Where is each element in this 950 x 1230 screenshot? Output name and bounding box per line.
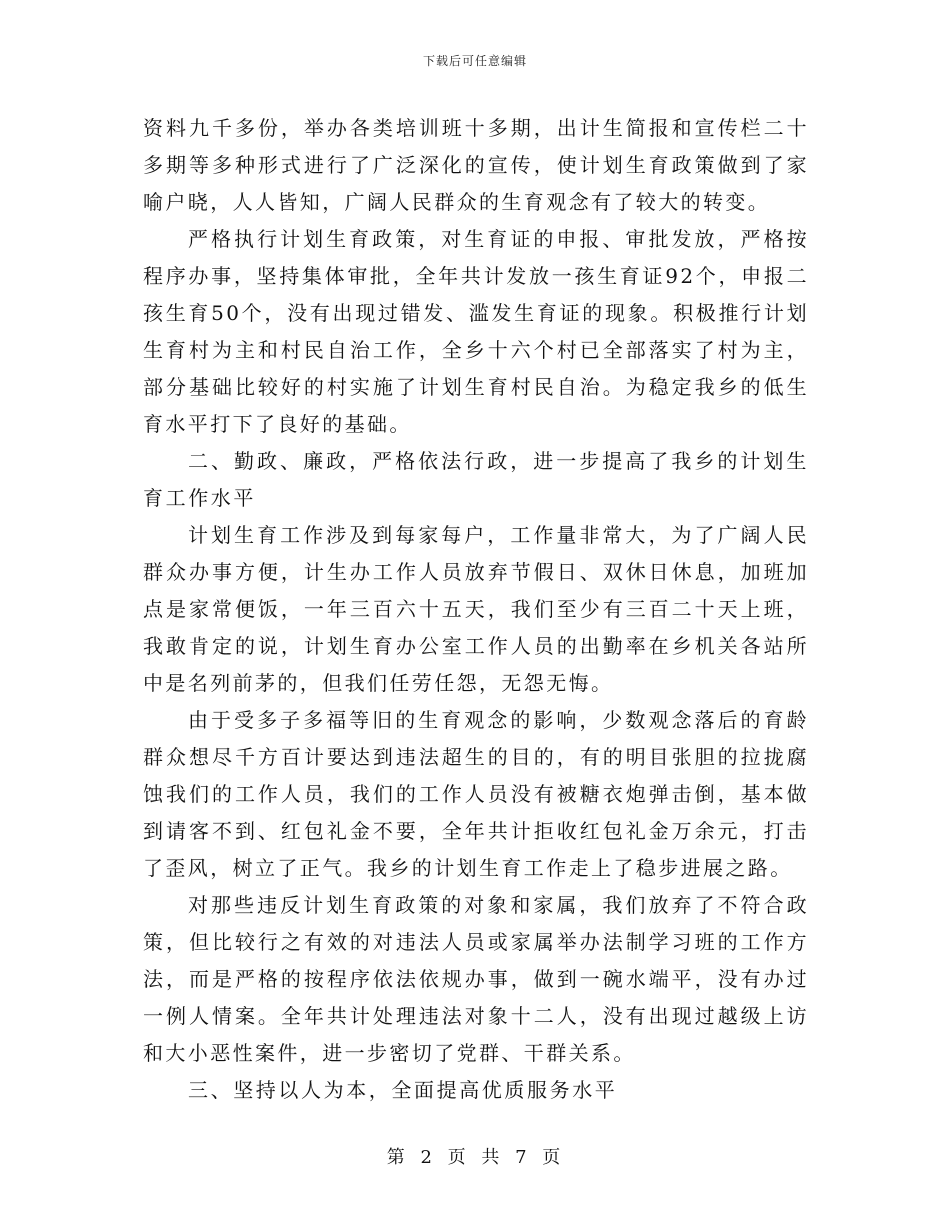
document-body	[143, 110, 809, 1109]
page-header: 下载后可任意编辑	[422, 54, 527, 68]
section-heading-three: 三、坚持以人为本，全面提高优质服务水平	[188, 1078, 618, 1102]
section-heading-two: 二、勤政、廉政，严格依法行政，进一步提高了我乡的计划生育工作水平	[143, 449, 809, 510]
paragraph-integrity: 由于受多子多福等旧的生育观念的影响，少数观念落后的育龄群众想尽千方百计要达到违法超生的目的，有的明目张胆的拉拢腐蚀我们的工作人员，我们的工作人员没有被糖衣炮弹击倒，基本做到请客不到、红包礼金不要，全年共计拒收红包礼金万余元，打击了歪风，树立了正气。我乡的计划生育工作走上了稳步进展之路。	[143, 708, 809, 880]
paragraph-workload: 计划生育工作涉及到每家每户，工作量非常大，为了广阔人民群众办事方便，计生办工作人员放弃节假日、双休日休息，加班加点是家常便饭，一年三百六十五天，我们至少有三百二十天上班，我敢肯定的说，计划生育办公室工作人员的出勤率在乡机关各站所中是名列前茅的，但我们任劳任怨，无怨无悔。	[143, 523, 809, 695]
paragraph-birth-permits: 严格执行计划生育政策，对生育证的申报、审批发放，严格按程序办事，坚持集体审批，全年共计发放一孩生育证92个，申报二孩生育50个，没有出现过错发、滥发生育证的现象。积极推行计划生育村为主和村民自治工作，全乡十六个村已全部落实了村为主，部分基础比较好的村实施了计划生育村民自治。为稳定我乡的低生育水平打下了良好的基础。	[143, 227, 809, 436]
paragraph-law-enforcement: 对那些违反计划生育政策的对象和家属，我们放弃了不符合政策，但比较行之有效的对违法人员或家属举办法制学习班的工作方法，而是严格的按程序依法依规办事，做到一碗水端平，没有办过一例人情案。全年共计处理违法对象十二人，没有出现过越级上访和大小恶性案件，进一步密切了党群、干群关系。	[143, 893, 809, 1065]
paragraph-continuation: 资料九千多份，举办各类培训班十多期，出计生简报和宣传栏二十多期等多种形式进行了广泛深化的宣传，使计划生育政策做到了家喻户晓，人人皆知，广阔人民群众的生育观念有了较大的转变。	[143, 116, 809, 214]
page-number: 第 2 页 共 7 页	[386, 1147, 564, 1168]
